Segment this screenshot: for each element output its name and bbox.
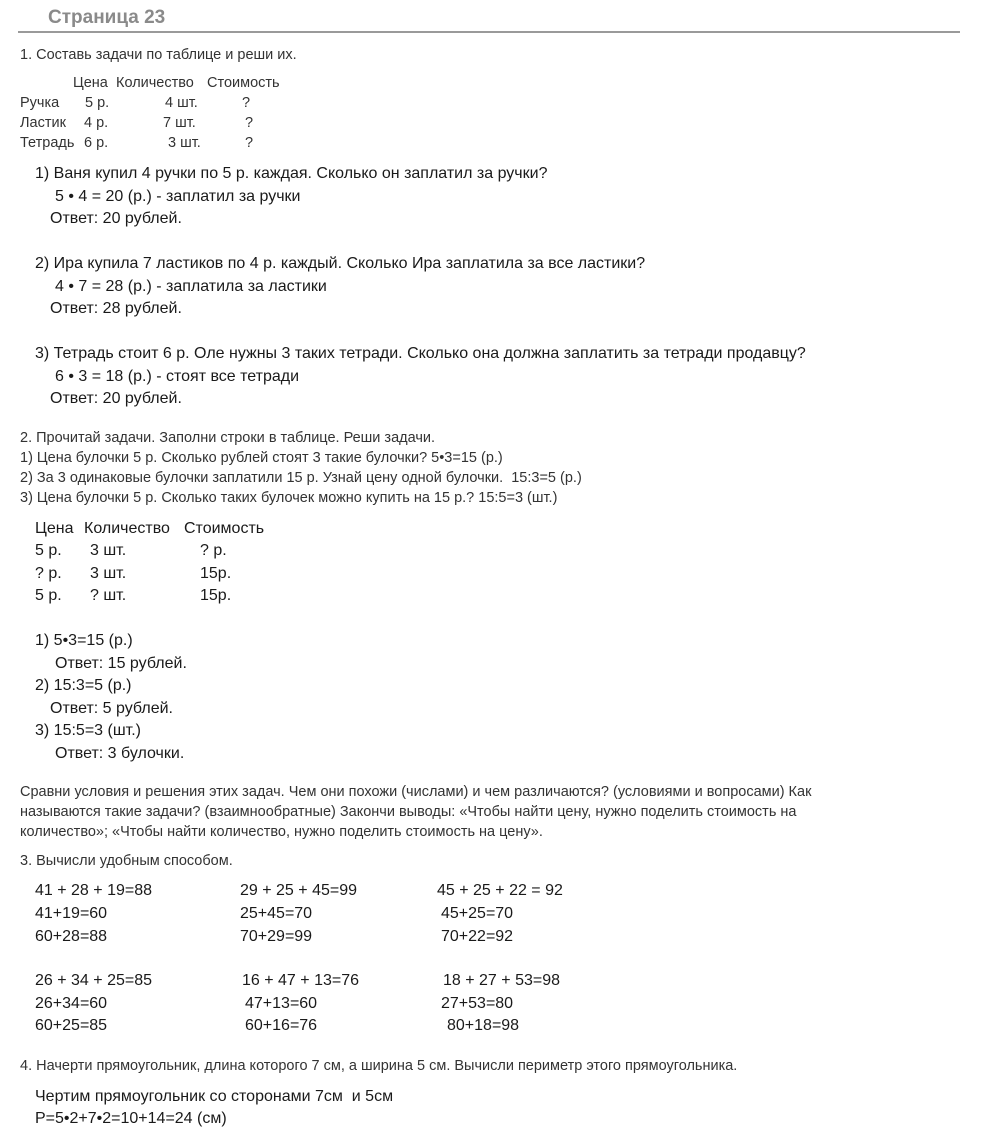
task3-step: 60+25=85 <box>35 1017 108 1034</box>
task1-answer: Ответ: 20 рублей. <box>50 390 182 407</box>
task3-step: 60+28=88 <box>35 928 108 945</box>
task1-answer: Ответ: 28 рублей. <box>50 300 182 317</box>
task1-solution: 5 • 4 = 20 (р.) - заплатил за ручки <box>55 188 301 205</box>
task2-answer: Ответ: 5 рублей. <box>50 700 173 717</box>
task3-expression: 18 + 27 + 53=98 <box>443 972 560 989</box>
task1-row-price: 4 р. <box>84 115 109 131</box>
task1-row-cost: ? <box>245 135 254 151</box>
task3-step: 45+25=70 <box>441 905 514 922</box>
task3-step: 26+34=60 <box>35 995 108 1012</box>
title-divider <box>18 31 960 33</box>
task1-row-cost: ? <box>245 115 254 131</box>
task3-prompt: 3. Вычисли удобным способом. <box>20 853 233 869</box>
task2-answer: Ответ: 15 рублей. <box>55 655 187 672</box>
task1-solution: 4 • 7 = 28 (р.) - заплатила за ластики <box>55 278 327 295</box>
task2-prompt: 2. Прочитай задачи. Заполни строки в таблице. Реши задачи. <box>20 430 436 446</box>
task3-expression: 16 + 47 + 13=76 <box>242 972 359 989</box>
task2-item: 1) Цена булочки 5 р. Сколько рублей стоят 3 такие булочки? 5•3=15 (р.) <box>20 450 503 466</box>
task1-solution: 6 • 3 = 18 (р.) - стоят все тетради <box>55 368 300 385</box>
page-title: Страница 23 <box>48 7 166 28</box>
task2-row-price: 5 р. <box>35 542 62 559</box>
task1-row-qty: 3 шт. <box>168 135 201 151</box>
task2-row-price: ? р. <box>35 565 62 582</box>
task3-step: 70+22=92 <box>441 928 514 945</box>
task3-expression: 29 + 25 + 45=99 <box>240 882 357 899</box>
task2-conclusion-line: количество»; «Чтобы найти количество, нужно поделить стоимость на цену». <box>20 824 543 840</box>
task2-row-cost: 15р. <box>200 565 232 582</box>
task1-row-name: Ручка <box>20 95 60 111</box>
task3-step: 60+16=76 <box>245 1017 318 1034</box>
task2-solution: 1) 5•3=15 (р.) <box>35 632 133 649</box>
task2-conclusion-line: Сравни условия и решения этих задач. Чем они похожи (числами) и чем различаются? (условиями и вопросами) Как <box>20 784 812 800</box>
task1-row-price: 6 р. <box>84 135 109 151</box>
task1-answer: Ответ: 20 рублей. <box>50 210 182 227</box>
task4-line: Р=5•2+7•2=10+14=24 (см) <box>35 1110 227 1127</box>
task2-row-qty: 3 шт. <box>90 542 127 559</box>
task2-solution: 3) 15:5=3 (шт.) <box>35 722 141 739</box>
task2-item: 2) За 3 одинаковые булочки заплатили 15 р. Узнай цену одной булочки. 15:3=5 (р.) <box>20 470 582 486</box>
task3-step: 80+18=98 <box>447 1017 520 1034</box>
task1-row-qty: 4 шт. <box>165 95 198 111</box>
task3-step: 70+29=99 <box>240 928 313 945</box>
task2-row-qty: 3 шт. <box>90 565 127 582</box>
task1-row-qty: 7 шт. <box>163 115 196 131</box>
task1-question: 3) Тетрадь стоит 6 р. Оле нужны 3 таких тетради. Сколько она должна заплатить за тетради продавцу? <box>35 345 806 362</box>
task2-header-cost: Стоимость <box>184 520 265 537</box>
task4-line: Чертим прямоугольник со сторонами 7см и 5см <box>35 1088 394 1105</box>
task1-header-price: Цена <box>73 75 108 91</box>
task2-item: 3) Цена булочки 5 р. Сколько таких булочек можно купить на 15 р.? 15:5=3 (шт.) <box>20 490 558 506</box>
task2-conclusion-line: называются такие задачи? (взаимнообратные) Закончи выводы: «Чтобы найти цену, нужно поделить стоимость на <box>20 804 797 820</box>
task3-step: 25+45=70 <box>240 905 313 922</box>
task1-row-price: 5 р. <box>85 95 110 111</box>
task1-row-cost: ? <box>242 95 251 111</box>
task2-header-qty: Количество <box>84 520 170 537</box>
task2-row-qty: ? шт. <box>90 587 127 604</box>
task1-question: 1) Ваня купил 4 ручки по 5 р. каждая. Сколько он заплатил за ручки? <box>35 165 548 182</box>
task1-header-qty: Количество <box>116 75 194 91</box>
task2-row-cost: ? р. <box>200 542 227 559</box>
task4-prompt: 4. Начерти прямоугольник, длина которого 7 см, а ширина 5 см. Вычисли периметр этого прямоугольника. <box>20 1058 738 1074</box>
task2-solution: 2) 15:3=5 (р.) <box>35 677 132 694</box>
task2-answer: Ответ: 3 булочки. <box>55 745 185 762</box>
task3-expression: 26 + 34 + 25=85 <box>35 972 152 989</box>
task3-step: 27+53=80 <box>441 995 514 1012</box>
task2-row-cost: 15р. <box>200 587 232 604</box>
task2-row-price: 5 р. <box>35 587 62 604</box>
task1-header-cost: Стоимость <box>207 75 280 91</box>
task1-row-name: Ластик <box>20 115 66 131</box>
task3-step: 47+13=60 <box>245 995 318 1012</box>
task2-header-price: Цена <box>35 520 74 537</box>
task3-expression: 41 + 28 + 19=88 <box>35 882 152 899</box>
task1-prompt: 1. Составь задачи по таблице и реши их. <box>20 47 297 63</box>
task3-step: 41+19=60 <box>35 905 108 922</box>
task1-question: 2) Ира купила 7 ластиков по 4 р. каждый. Сколько Ира заплатила за все ластики? <box>35 255 646 272</box>
task3-expression: 45 + 25 + 22 = 92 <box>437 882 563 899</box>
task1-row-name: Тетрадь <box>20 135 75 151</box>
